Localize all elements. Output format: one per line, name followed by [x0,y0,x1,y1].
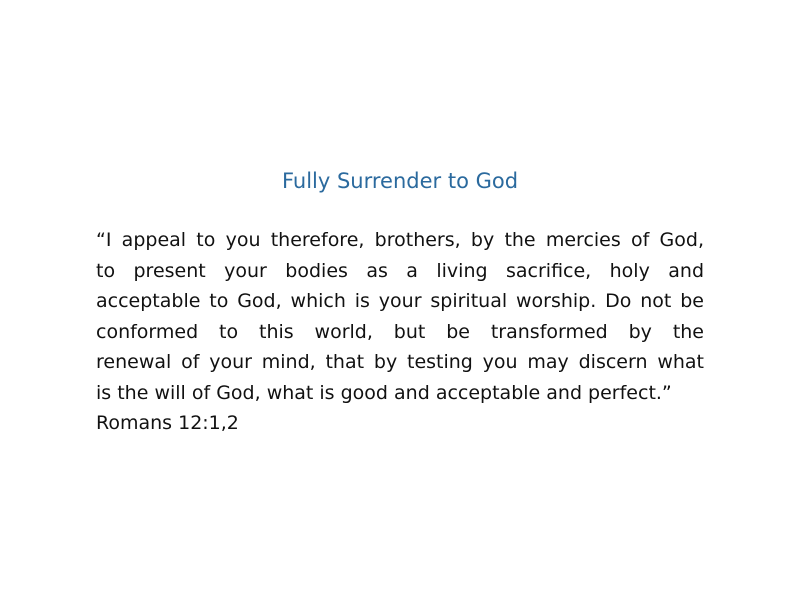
quote-line: is the will of God, what is good and acceptable and perfect.” [96,381,672,404]
quote-line: conformed to this world, but be transformed by the [96,320,704,343]
page-title: Fully Surrender to God [281,169,519,193]
scripture-reference: Romans 12:1,2 [96,412,239,434]
quote-line: to present your bodies as a living sacrifice, holy and [96,259,704,282]
quote-line: renewal of your mind, that by testing you may discern what [96,351,704,373]
quote-line: “I appeal to you therefore, brothers, by the mercies of God, [96,229,704,251]
quote-line: acceptable to God, which is your spiritual worship. Do not be [96,290,704,312]
scripture-quote [96,225,704,408]
